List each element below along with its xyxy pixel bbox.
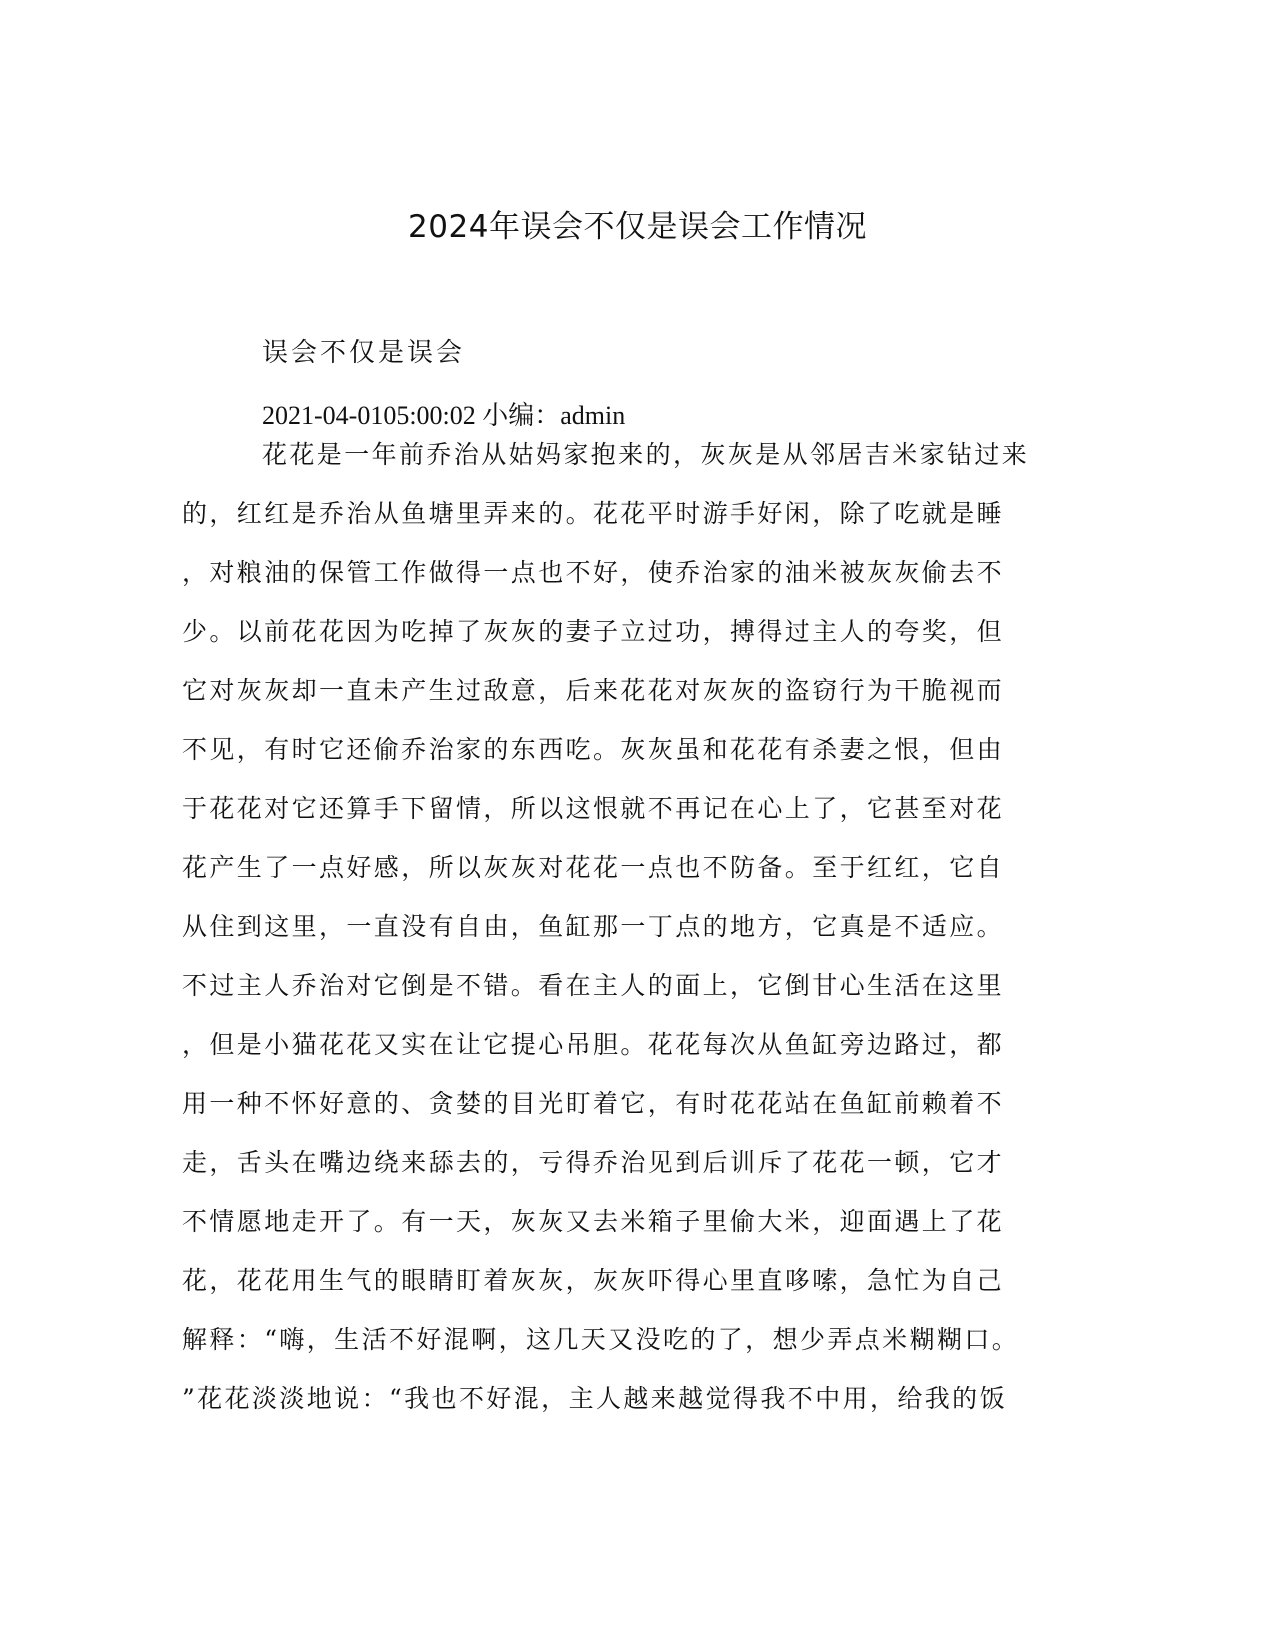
article-subtitle: 误会不仅是误会 [262,338,466,368]
body-line: 花花是一年前乔治从姑妈家抱来的，灰灰是从邻居吉米家钻过来 [262,440,1030,469]
body-line: 解释：“嗨，生活不好混啊，这几天又没吃的了，想少弄点米糊糊口。 [182,1325,1020,1354]
article-meta: 2021-04-0105:00:02 小编：admin [262,401,626,430]
body-line: 花，花花用生气的眼睛盯着灰灰，灰灰吓得心里直哆嗦，急忙为自己 [182,1266,1005,1295]
body-line: 少。以前花花因为吃掉了灰灰的妻子立过功，搏得过主人的夸奖，但 [182,617,1005,646]
body-line: ”花花淡淡地说：“我也不好混，主人越来越觉得我不中用，给我的饭 [182,1384,1007,1413]
body-line: 不情愿地走开了。有一天，灰灰又去米箱子里偷大米，迎面遇上了花 [182,1207,1005,1236]
body-line: 的，红红是乔治从鱼塘里弄来的。花花平时游手好闲，除了吃就是睡 [182,499,1005,528]
body-line: 于花花对它还算手下留情，所以这恨就不再记在心上了，它甚至对花 [182,794,1005,823]
document-title: 2024年误会不仅是误会工作情况 [408,209,867,245]
body-line: 用一种不怀好意的、贪婪的目光盯着它，有时花花站在鱼缸前赖着不 [182,1089,1005,1118]
body-line: 从住到这里，一直没有自由，鱼缸那一丁点的地方，它真是不适应。 [182,912,1005,941]
body-line: ，对粮油的保管工作做得一点也不好，使乔治家的油米被灰灰偷去不 [182,558,1005,587]
body-line: 走，舌头在嘴边绕来舔去的，亏得乔治见到后训斥了花花一顿，它才 [182,1148,1005,1177]
body-line: ，但是小猫花花又实在让它提心吊胆。花花每次从鱼缸旁边路过，都 [182,1030,1005,1059]
body-line: 不过主人乔治对它倒是不错。看在主人的面上，它倒甘心生活在这里 [182,971,1005,1000]
body-line: 不见，有时它还偷乔治家的东西吃。灰灰虽和花花有杀妻之恨，但由 [182,735,1005,764]
body-line: 它对灰灰却一直未产生过敌意，后来花花对灰灰的盗窃行为干脆视而 [182,676,1005,705]
body-line: 花产生了一点好感，所以灰灰对花花一点也不防备。至于红红，它自 [182,853,1005,882]
